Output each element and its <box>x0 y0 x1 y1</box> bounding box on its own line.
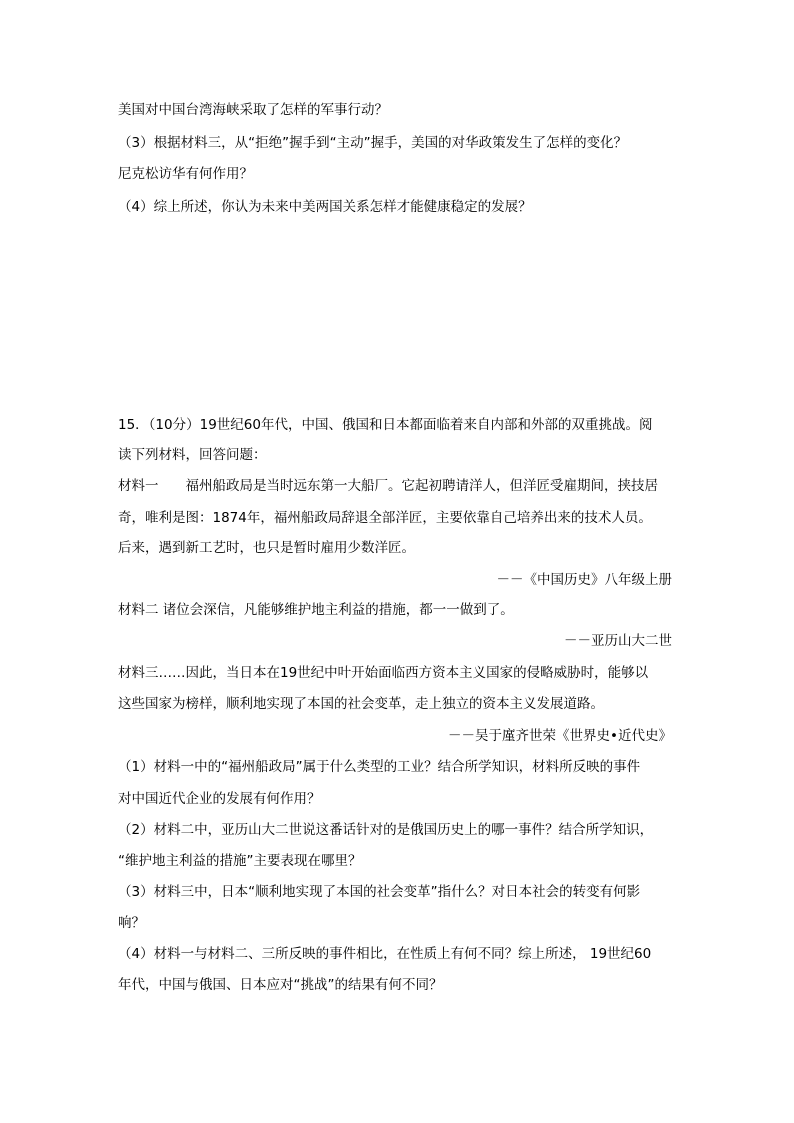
q14-line: 美国对中国台湾海峡采取了怎样的军事行动？ <box>118 102 388 118</box>
question-line: （2）材料二中，亚历山大二世说这番话针对的是俄国历史上的哪一事件？结合所学知识， <box>118 822 654 838</box>
q14-line: 尼克松访华有何作用？ <box>118 166 253 182</box>
material-2-source: －－亚历山大二世 <box>564 633 672 649</box>
question-line: 对中国近代企业的发展有何作用？ <box>118 791 321 807</box>
material-3: 这些国家为榜样，顺利地实现了本国的社会变革，走上独立的资本主义发展道路。 <box>118 696 604 712</box>
material-3: 材料三……因此，当日本在19世纪中叶开始面临西方资本主义国家的侵略威胁时，能够以 <box>118 665 649 681</box>
material-1: 材料一 福州船政局是当时远东第一大船厂。它起初聘请洋人，但洋匠受雇期间，挟技居 <box>118 478 658 494</box>
material-3-source: －－吴于廑齐世荣《世界史•近代史》 <box>448 728 672 744</box>
material-2: 材料二 诸位会深信，凡能够维护地主利益的措施，都一一做到了。 <box>118 602 514 618</box>
question-line: “维护地主利益的措施”主要表现在哪里？ <box>118 853 362 869</box>
q14-line: （3）根据材料三，从“拒绝”握手到“主动”握手，美国的对华政策发生了怎样的变化？ <box>118 135 628 151</box>
material-1: 奇，唯利是图：1874年，福州船政局辞退全部洋匠，主要依靠自己培养出来的技术人员。 <box>118 510 652 526</box>
q14-line: （4）综上所述，你认为未来中美两国关系怎样才能健康稳定的发展？ <box>118 199 532 215</box>
q15-intro: 15．（10分）19世纪60年代，中国、俄国和日本都面临着来自内部和外部的双重挑战。阅 <box>118 417 653 433</box>
material-1: 后来，遇到新工艺时，也只是暂时雇用少数洋匠。 <box>118 540 415 556</box>
q15-intro: 读下列材料，回答问题： <box>118 447 267 463</box>
question-line: 年代，中国与俄国、日本应对“挑战”的结果有何不同？ <box>118 977 443 993</box>
question-line: （3）材料三中，日本“顺利地实现了本国的社会变革”指什么？对日本社会的转变有何影 <box>118 884 641 900</box>
question-line: （1）材料一中的“福州船政局”属于什么类型的工业？结合所学知识，材料所反映的事件 <box>118 759 641 775</box>
question-line: （4）材料一与材料二、三所反映的事件相比，在性质上有何不同？综上所述， 19世纪60 <box>118 946 652 962</box>
question-line: 响？ <box>118 915 145 931</box>
material-1-source: －－《中国历史》八年级上册 <box>496 572 672 588</box>
